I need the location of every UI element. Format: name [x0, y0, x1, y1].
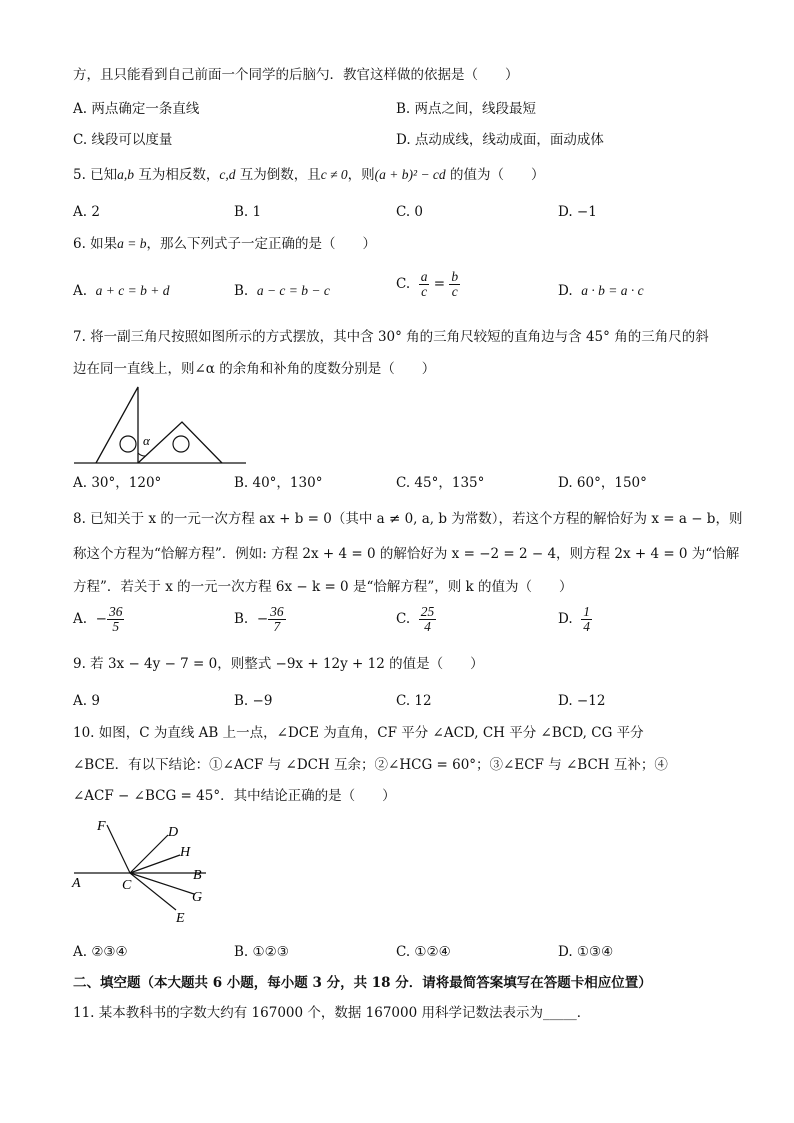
- q6-option-d: D. a · b = a · c: [558, 283, 644, 299]
- q10-option-c: C. ①②④: [396, 944, 451, 960]
- label-F: F: [97, 819, 106, 834]
- q9-option-b: B. −9: [234, 693, 273, 709]
- label-B: B: [193, 868, 202, 883]
- q5-stem: 5. 已知a,b 互为相反数，c,d 互为倒数，且c ≠ 0，则(a + b)² − cd 的值为（ ）: [73, 167, 545, 183]
- q4-stem: 方，且只能看到自己前面一个同学的后脑勺．教官这样做的依据是（ ）: [73, 67, 519, 83]
- q8-stem-line2: 称这个方程为“恰解方程”．例如: 方程 2x + 4 = 0 的解恰好为 x = −2 = 2 − 4，则方程 2x + 4 = 0 为“恰解: [73, 546, 740, 562]
- alpha-label: α: [143, 433, 150, 448]
- q5-option-a: A. 2: [73, 204, 100, 220]
- q10-option-a: A. ②③④: [73, 944, 128, 960]
- label-D: D: [168, 825, 179, 840]
- q4-option-c: C. 线段可以度量: [73, 132, 173, 148]
- q8-option-c: C. $\frac{25}{4}$: [396, 604, 435, 634]
- q7-stem-line1: 7. 将一副三角尺按照如图所示的方式摆放，其中含 30° 角的三角尺较短的直角边与含 45° 角的三角尺的斜: [73, 329, 709, 345]
- q5-option-c: C. 0: [396, 204, 424, 220]
- label-C: C: [122, 878, 132, 893]
- fraction: $\frac{36}{5}$: [108, 604, 123, 634]
- q6-option-b: B. a − c = b − c: [234, 283, 330, 299]
- q7-option-b: B. 40°，130°: [234, 475, 323, 491]
- label-H: H: [180, 845, 191, 860]
- section-heading: 二、填空题（本大题共 6 小题，每小题 3 分，共 18 分．请将最简答案填写在答题卡相应位置）: [73, 975, 652, 991]
- q10-option-d: D. ①③④: [558, 944, 614, 960]
- q5-option-d: D. −1: [558, 204, 597, 220]
- q4-option-d: D. 点动成线，线动成面，面动成体: [396, 132, 604, 148]
- fraction: $\frac{1}{4}$: [583, 604, 590, 634]
- q8-option-d: D. $\frac{1}{4}$: [558, 604, 590, 634]
- q6-stem: 6. 如果a = b，那么下列式子一定正确的是（ ）: [73, 236, 377, 252]
- q7-option-a: A. 30°，120°: [73, 475, 162, 491]
- q6-option-c: C. $\frac{a}{c}$ = $\frac{b}{c}$: [396, 269, 459, 299]
- fraction: $\frac{36}{7}$: [270, 604, 284, 634]
- q7-triangle-figure: [70, 383, 250, 468]
- q10-stem-line1: 10. 如图，C 为直线 AB 上一点，∠DCE 为直角，CF 平分 ∠ACD, CH 平分 ∠BCD, CG 平分: [73, 725, 644, 741]
- fraction: $\frac{b}{c}$: [451, 269, 459, 299]
- q6-option-a: A. a + c = b + d: [73, 283, 170, 299]
- q4-option-a: A. 两点确定一条直线: [73, 101, 200, 117]
- q8-option-a: A. − $\frac{36}{5}$: [73, 604, 123, 634]
- q4-option-b: B. 两点之间，线段最短: [396, 101, 537, 117]
- q7-option-d: D. 60°，150°: [558, 475, 647, 491]
- q5-option-b: B. 1: [234, 204, 262, 220]
- q7-option-c: C. 45°，135°: [396, 475, 485, 491]
- q8-option-b: B. − $\frac{36}{7}$: [234, 604, 284, 634]
- label-G: G: [192, 890, 203, 905]
- q8-stem-line3: 方程”．若关于 x 的一元一次方程 6x − k = 0 是“恰解方程”，则 k 的值为（ ）: [73, 579, 573, 595]
- q9-option-a: A. 9: [73, 693, 100, 709]
- fraction: $\frac{25}{4}$: [420, 604, 435, 634]
- q9-option-c: C. 12: [396, 693, 432, 709]
- q9-stem: 9. 若 3x − 4y − 7 = 0，则整式 −9x + 12y + 12 的值是（ ）: [73, 656, 484, 672]
- fraction: $\frac{a}{c}$: [420, 269, 428, 299]
- q9-option-d: D. −12: [558, 693, 606, 709]
- q10-stem-line3: ∠ACF − ∠BCG = 45°．其中结论正确的是（ ）: [73, 788, 396, 804]
- label-A: A: [72, 876, 81, 891]
- q10-angle-figure: [70, 812, 220, 927]
- label-E: E: [176, 911, 185, 926]
- q10-stem-line2: ∠BCE．有以下结论：①∠ACF 与 ∠DCH 互余；②∠HCG = 60°；③∠ECF 与 ∠BCH 互补；④: [73, 757, 668, 773]
- q7-stem-line2: 边在同一直线上，则∠α 的余角和补角的度数分别是（ ）: [73, 361, 436, 377]
- q10-option-b: B. ①②③: [234, 944, 289, 960]
- q8-stem-line1: 8. 已知关于 x 的一元一次方程 ax + b = 0（其中 a ≠ 0, a, b 为常数），若这个方程的解恰好为 x = a − b，则: [73, 511, 743, 527]
- q11-stem: 11. 某本教科书的字数大约有 167000 个，数据 167000 用科学记数法表示为_____．: [73, 1005, 591, 1021]
